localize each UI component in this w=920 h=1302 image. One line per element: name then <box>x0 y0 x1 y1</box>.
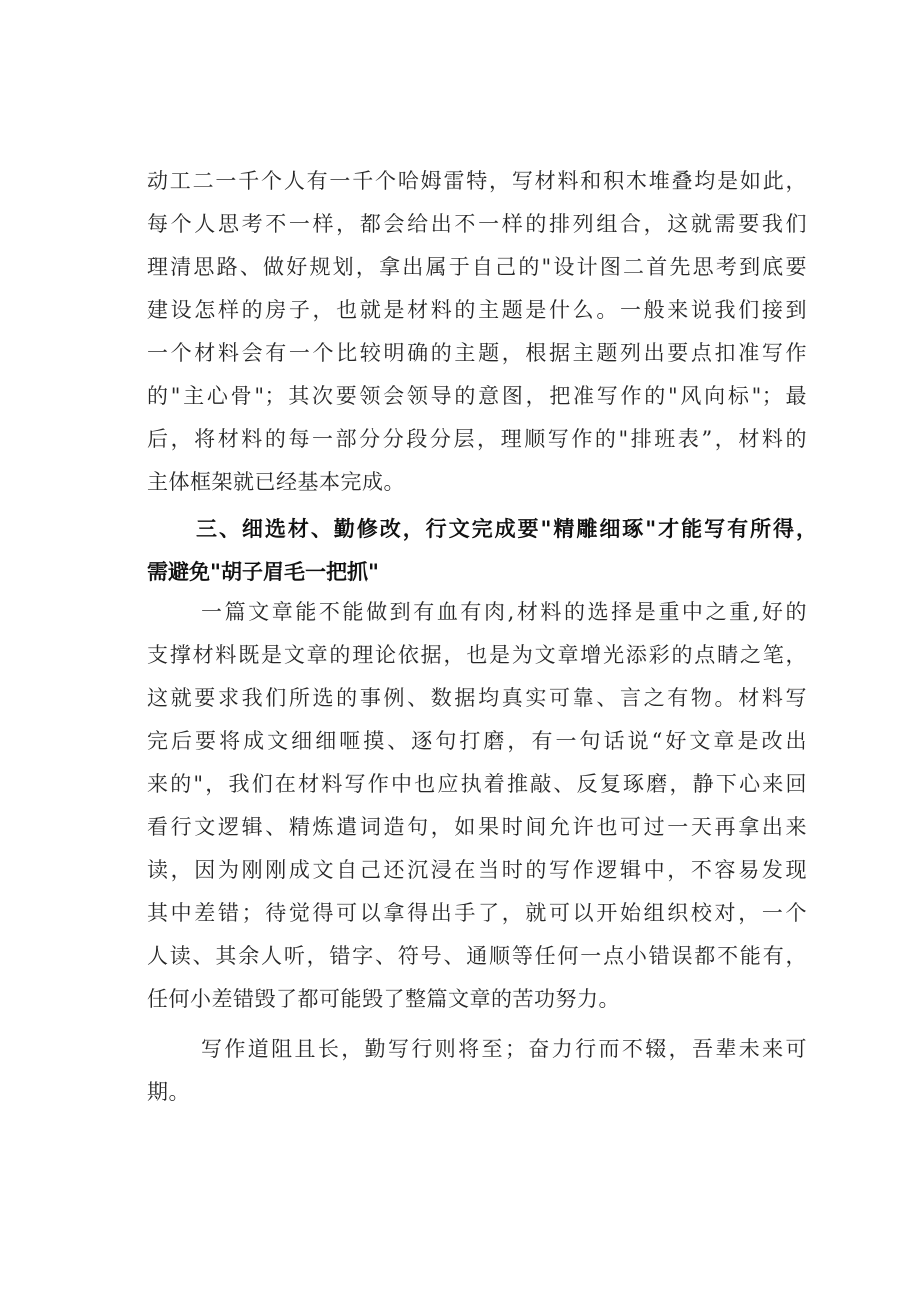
paragraph-3-line-1: 写作道阻且长，勤写行则将至；奋力行而不辍，吾辈未来可 <box>201 1037 807 1061</box>
paragraph-1-line-4: 建设怎样的房子，也就是材料的主题是什么。一般来说我们接到 <box>147 298 807 322</box>
paragraph-2-line-10: 任何小差错毁了都可能毁了整篇文章的苦功努力。 <box>147 987 620 1011</box>
paragraph-1-line-1: 动工二一千个人有一千个哈姆雷特，写材料和积木堆叠均是如此， <box>147 169 807 193</box>
paragraph-1-line-7: 后，将材料的每一部分分段分层，理顺写作的"排班表”，材料的 <box>147 427 807 451</box>
paragraph-2-line-5: 来的"，我们在材料写作中也应执着推敲、反复琢磨，静下心来回 <box>147 772 807 796</box>
paragraph-1-line-8: 主体框架就已经基本完成。 <box>147 470 405 494</box>
paragraph-2-line-8: 其中差错；待觉得可以拿得出手了，就可以开始组织校对，一个 <box>147 901 807 925</box>
paragraph-2-line-7: 读，因为刚刚成文自己还沉浸在当时的写作逻辑中，不容易发现 <box>147 858 807 882</box>
paragraph-2-line-2: 支撑材料既是文章的理论依据，也是为文章增光添彩的点睛之笔， <box>147 643 807 667</box>
paragraph-2-line-6: 看行文逻辑、精炼遣词造句，如果时间允许也可过一天再拿出来 <box>147 815 807 839</box>
paragraph-1-line-6: 的"主心骨"；其次要领会领导的意图，把准写作的"风向标"；最 <box>147 384 807 408</box>
section-heading-3-line-1: 三、细选材、勤修改，行文完成要"精雕细琢"才能写有所得， <box>196 517 817 541</box>
paragraph-2-line-9: 人读、其余人听，错字、符号、通顺等任何一点小错误都不能有， <box>147 944 807 968</box>
paragraph-1-line-2: 每个人思考不一样，都会给出不一样的排列组合，这就需要我们 <box>147 212 807 236</box>
paragraph-1-line-5: 一个材料会有一个比较明确的主题，根据主题列出要点扣准写作 <box>147 341 807 365</box>
paragraph-2-line-4: 完后要将成文细细咂摸、逐句打磨，有一句话说“好文章是改出 <box>147 729 807 753</box>
paragraph-1-line-3: 理清思路、做好规划，拿出属于自己的"设计图二首先思考到底要 <box>147 255 807 279</box>
paragraph-2-line-3: 这就要求我们所选的事例、数据均真实可靠、言之有物。材料写 <box>147 686 807 710</box>
paragraph-2-line-1: 一篇文章能不能做到有血有肉,材料的选择是重中之重,好的 <box>201 600 807 624</box>
paragraph-3-line-2: 期。 <box>147 1080 190 1104</box>
section-heading-3-line-2: 需避免"胡子眉毛一把抓" <box>147 560 379 584</box>
